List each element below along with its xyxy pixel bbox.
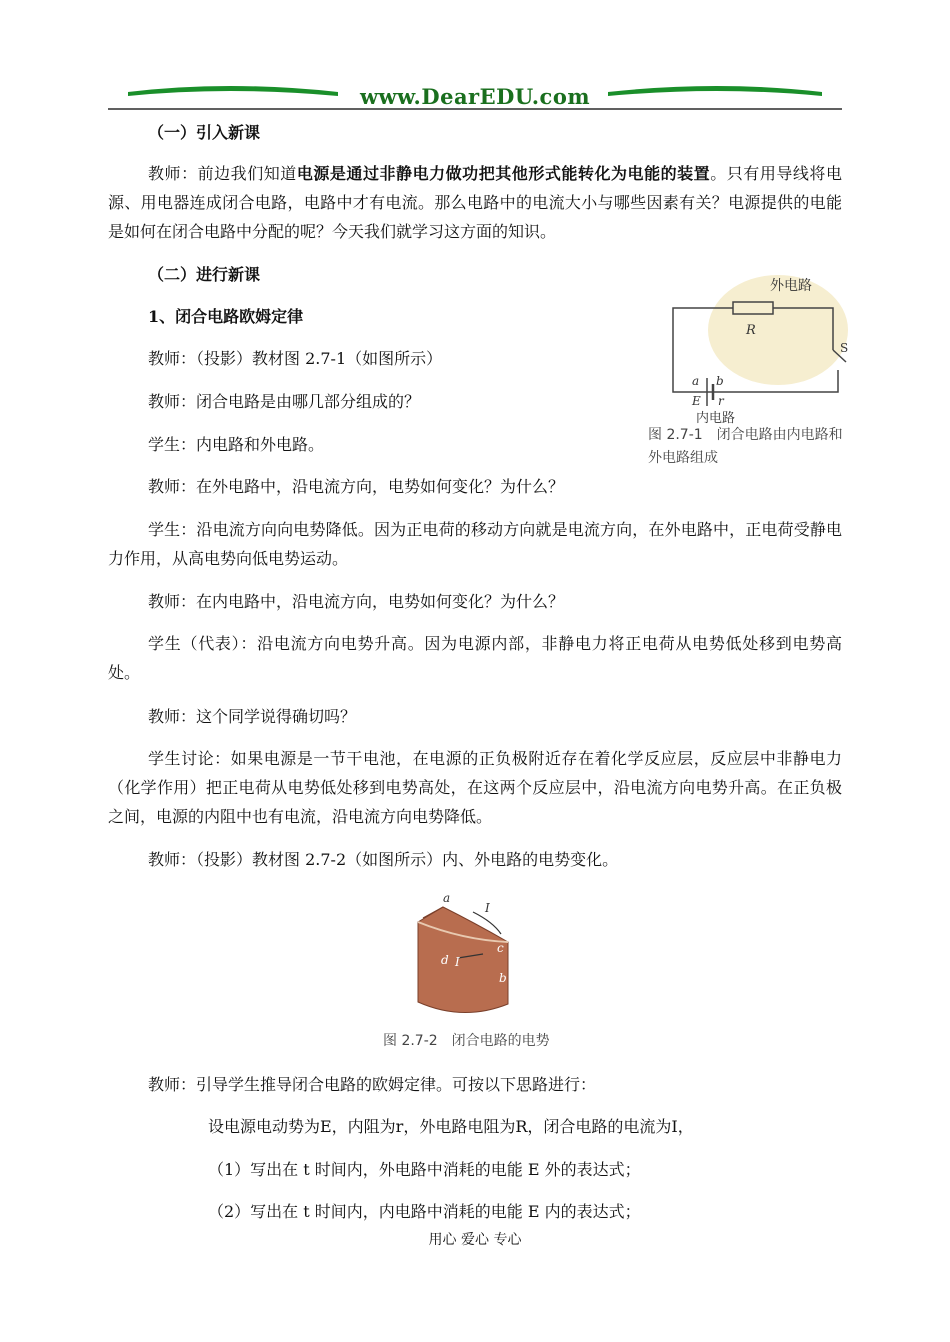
figure1-caption: 图 2.7-1 闭合电路由内电路和外电路组成 xyxy=(648,427,843,466)
step-line: （2）写出在 t 时间内，内电路中消耗的电能 E 内的表达式； xyxy=(208,1202,641,1221)
dialogue-line: 学生（代表）：沿电流方向电势升高。因为电源内部，非静电力将正电荷从电势低处移到电势高处。 xyxy=(108,634,842,682)
site-logo-text: www.DearEDU.com xyxy=(359,84,591,109)
dialogue-line: 教师：在内电路中，沿电流方向，电势如何变化？为什么？ xyxy=(148,592,565,611)
site-header xyxy=(108,78,842,112)
point-a-label: a xyxy=(443,891,451,905)
dialogue-line: 教师：（投影）教材图 2.7-1（如图所示） xyxy=(148,349,443,368)
dialogue-line: 学生讨论：如果电源是一节干电池，在电源的正负极附近存在着化学反应层，反应层中非静电力（化学作用）把正电荷从电势低处移到电势高处，在这两个反应层中，沿电流方向电势升高。在正负极之间，电源的内阻中也有电流，沿电流方向电势降低。 xyxy=(108,749,842,826)
internal-r-label: r xyxy=(718,394,724,408)
terminal-a-label: a xyxy=(692,374,700,388)
outer-circuit-label: 外电路 xyxy=(770,278,812,294)
current-label-top: I xyxy=(485,901,490,915)
dialogue-line: 教师：引导学生推导闭合电路的欧姆定律。可按以下思路进行： xyxy=(148,1075,597,1094)
dialogue-line: 教师：闭合电路是由哪几部分组成的？ xyxy=(148,392,421,411)
resistor-label: R xyxy=(746,323,756,338)
setup-line: 设电源电动势为E，内阻为r，外电路电阻为R，闭合电路的电流为I， xyxy=(208,1117,694,1136)
terminal-b-label: b xyxy=(716,374,724,388)
intro-suffix: 。只有用导线将电源、用电器连成闭合电路，电路中才有电流。那么电路中的电流大小与哪些因素有关？电源提供的电能是如何在闭合电路中分配的呢？今天我们就学习这方面的知识。 xyxy=(108,164,842,241)
intro-bold: 电源是通过非静电力做功把其他形式能转化为电能的装置 xyxy=(296,164,711,183)
intro-prefix: 教师：前边我们知道 xyxy=(148,164,297,183)
inner-circuit-label: 内电路 xyxy=(696,411,736,426)
potential-band xyxy=(418,907,508,1013)
step-line: （1）写出在 t 时间内，外电路中消耗的电能 E 外的表达式； xyxy=(208,1160,641,1179)
potential-diagram xyxy=(403,882,533,1032)
dialogue-line: 教师：这个同学说得确切吗？ xyxy=(148,707,357,726)
dialogue-line: 教师：（投影）教材图 2.7-2（如图所示）内、外电路的电势变化。 xyxy=(148,850,619,869)
switch-label: S xyxy=(840,341,848,355)
page-footer: 用心 爱心 专心 xyxy=(428,1232,522,1248)
intro-paragraph xyxy=(108,159,842,246)
point-c-label: c xyxy=(497,941,504,955)
new-lesson-heading: （二）进行新课 xyxy=(148,265,261,284)
point-d-label: d xyxy=(441,953,449,967)
dialogue-line: 学生：沿电流方向向电势降低。因为正电荷的移动方向就是电流方向，在外电路中，正电荷受静电力作用，从高电势向低电势运动。 xyxy=(108,520,842,568)
intro-heading: （一）引入新课 xyxy=(148,123,261,142)
dialogue-line: 学生：内电路和外电路。 xyxy=(148,435,325,454)
emf-label: E xyxy=(692,394,701,408)
dialogue-line: 教师：在外电路中，沿电流方向，电势如何变化？为什么？ xyxy=(148,477,565,496)
figure2-caption: 图 2.7-2 闭合电路的电势 xyxy=(383,1033,550,1049)
current-label-mid: I xyxy=(455,955,460,969)
ohm-law-heading: 1、闭合电路欧姆定律 xyxy=(148,307,304,326)
point-b-label: b xyxy=(499,971,507,985)
